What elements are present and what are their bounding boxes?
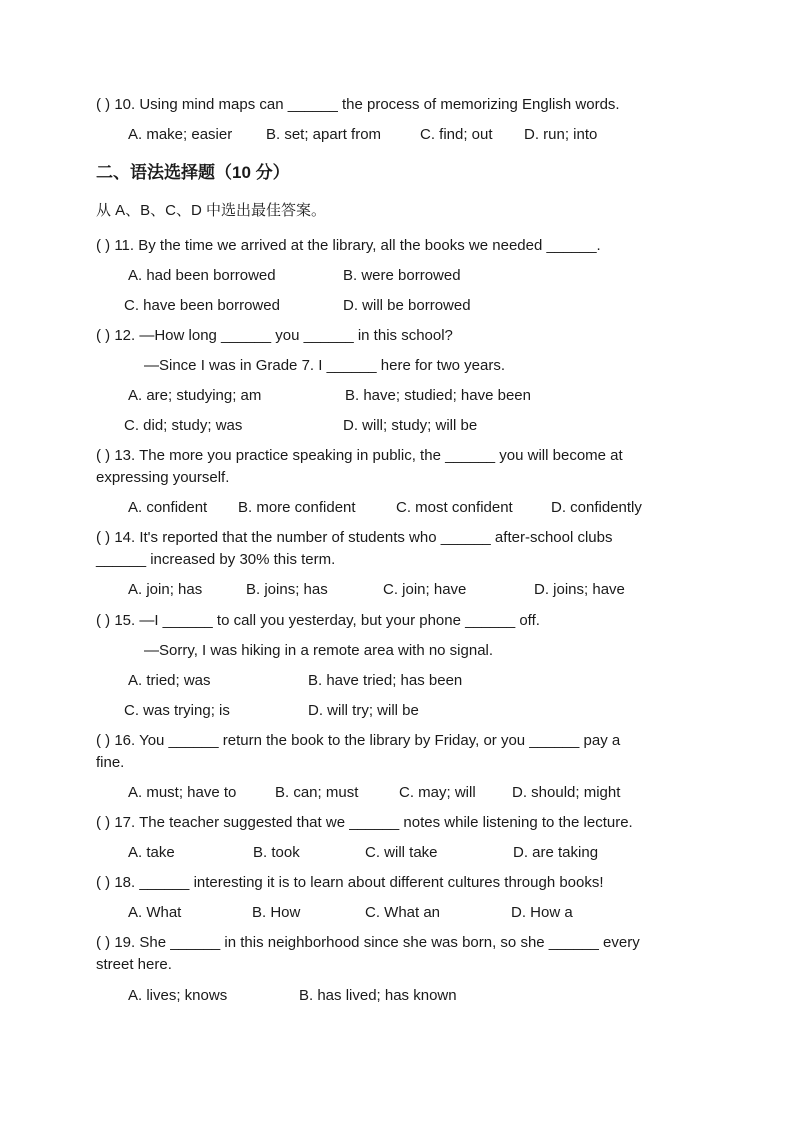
q11-stem: ( ) 11. By the time we arrived at the library, all the books we needed ______. [96,237,601,254]
q10-option-a: A. make; easier [128,126,233,143]
q16-option-c: C. may; will [399,784,476,801]
q13-option-c: C. most confident [396,499,513,516]
q18-option-b: B. How [252,904,301,921]
q13-option-d: D. confidently [551,499,642,516]
q17-option-d: D. are taking [513,844,599,861]
q13-option-b: B. more confident [238,499,356,516]
q18-option-a: A. What [128,904,182,921]
q13-option-a: A. confident [128,499,208,516]
q14-option-a: A. join; has [128,581,203,598]
q15-option-a: A. tried; was [128,672,211,689]
q12-option-c: C. did; study; was [124,417,243,434]
q16-option-d: D. should; might [512,784,621,801]
q11-option-a: A. had been borrowed [128,267,276,284]
q10-option-c: C. find; out [420,126,493,143]
q14-option-c: C. join; have [383,581,467,598]
q15-stem: ( ) 15. —I ______ to call you yesterday, but your phone ______ off. [96,612,540,629]
q12-reply: —Since I was in Grade 7. I ______ here for two years. [144,357,506,374]
q19-stem-line2: street here. [96,956,172,973]
q10-option-b: B. set; apart from [266,126,382,143]
q16-stem-line2: fine. [96,754,125,771]
q15-option-d: D. will try; will be [308,702,419,719]
q13-stem-line1: ( ) 13. The more you practice speaking in public, the ______ you will become at [96,447,623,464]
q17-option-b: B. took [253,844,300,861]
section-title: 二、语法选择题（10 分） [96,163,290,182]
q19-option-a: A. lives; knows [128,987,228,1004]
q15-reply: —Sorry, I was hiking in a remote area with no signal. [144,642,494,659]
q12-stem: ( ) 12. —How long ______ you ______ in this school? [96,327,453,344]
q17-option-c: C. will take [365,844,438,861]
q10-stem: ( ) 10. Using mind maps can ______ the process of memorizing English words. [96,96,620,113]
q16-stem-line1: ( ) 16. You ______ return the book to the library by Friday, or you ______ pay a [96,732,621,749]
q14-stem-line2: ______ increased by 30% this term. [96,551,336,568]
q14-option-b: B. joins; has [246,581,328,598]
q11-option-b: B. were borrowed [343,267,461,284]
q15-option-b: B. have tried; has been [308,672,463,689]
q19-option-b: B. has lived; has known [299,987,457,1004]
q10-option-d: D. run; into [524,126,598,143]
q14-option-d: D. joins; have [534,581,625,598]
q16-option-b: B. can; must [275,784,359,801]
q19-stem-line1: ( ) 19. She ______ in this neighborhood since she was born, so she ______ every [96,934,640,951]
q12-option-a: A. are; studying; am [128,387,262,404]
q18-stem: ( ) 18. ______ interesting it is to learn about different cultures through books! [96,874,604,891]
q14-stem-line1: ( ) 14. It's reported that the number of students who ______ after-school clubs [96,529,613,546]
q17-stem: ( ) 17. The teacher suggested that we ______ notes while listening to the lecture. [96,814,633,831]
q18-option-c: C. What an [365,904,441,921]
q16-option-a: A. must; have to [128,784,237,801]
q13-stem-line2: expressing yourself. [96,469,230,486]
q11-option-d: D. will be borrowed [343,297,471,314]
section-instruction: 从 A、B、C、D 中选出最佳答案。 [96,202,327,219]
q15-option-c: C. was trying; is [124,702,230,719]
q18-option-d: D. How a [511,904,573,921]
q12-option-d: D. will; study; will be [343,417,478,434]
q17-option-a: A. take [128,844,175,861]
q11-option-c: C. have been borrowed [124,297,280,314]
q12-option-b: B. have; studied; have been [345,387,531,404]
